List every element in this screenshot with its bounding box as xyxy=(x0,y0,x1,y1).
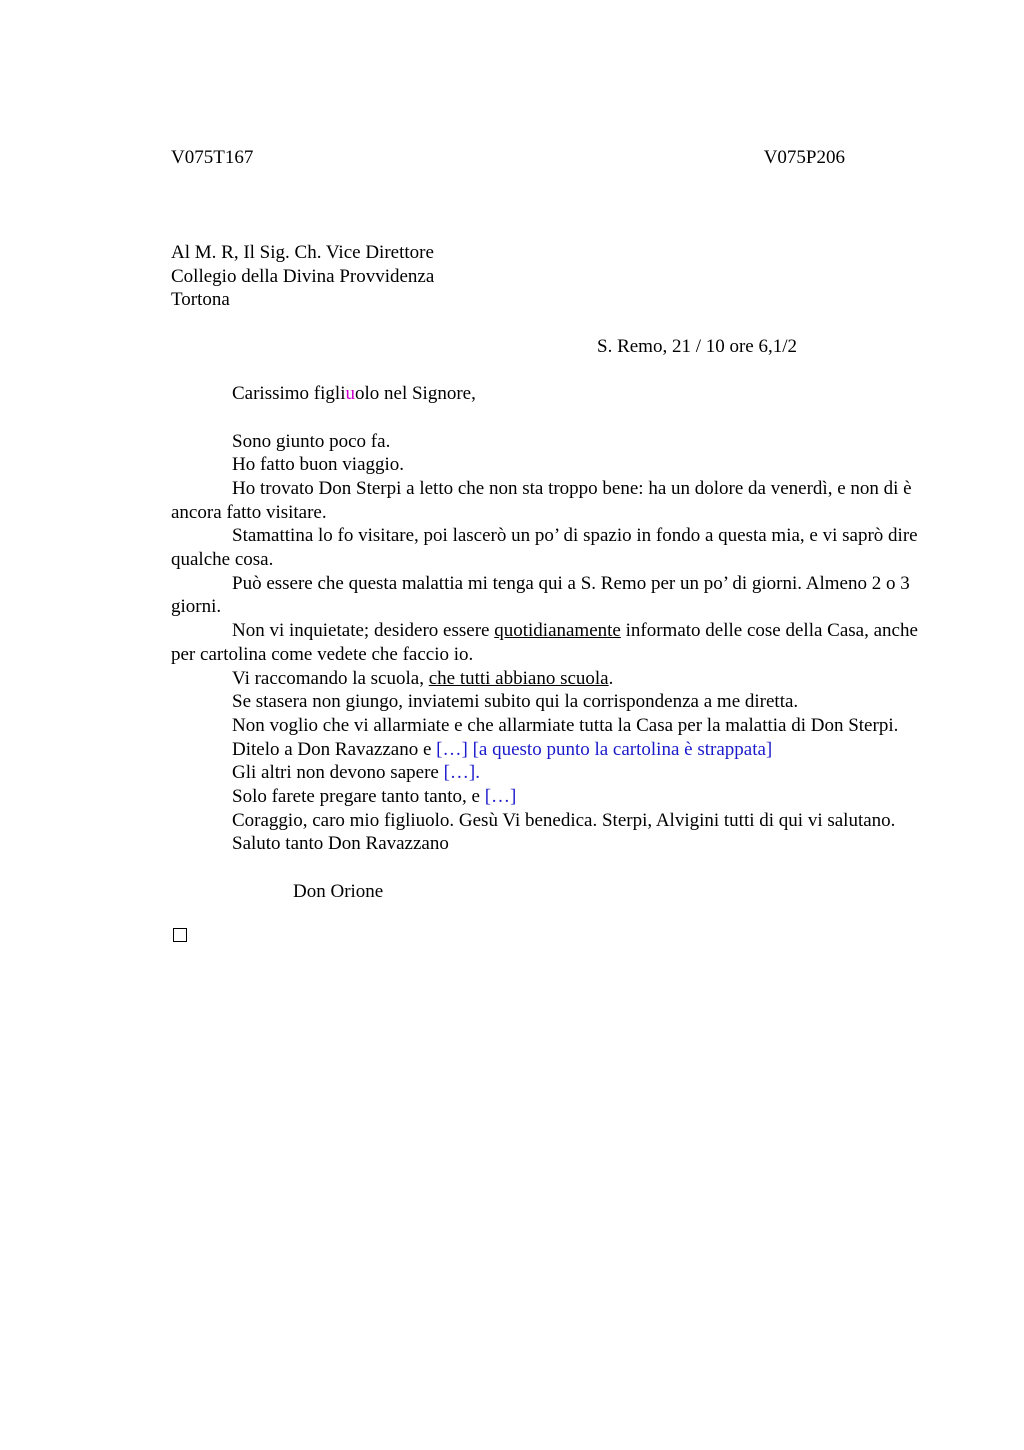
address-line-2: Collegio della Divina Provvidenza xyxy=(171,265,435,287)
paragraph: Se stasera non giungo, inviatemi subito qui la corrispondenza a me diretta. xyxy=(232,691,799,713)
paragraph: Può essere che questa malattia mi tenga qui a S. Remo per un po’ di giorni. Almeno 2 o 3 giorni. xyxy=(171,572,910,618)
text-span: . xyxy=(475,762,480,784)
text-span: Non vi inquietate; desidero essere xyxy=(232,620,495,642)
square-marker-icon xyxy=(173,928,187,942)
signature: Don Orione xyxy=(293,881,384,903)
paragraph xyxy=(171,761,927,785)
address-block xyxy=(171,241,927,312)
letter-page xyxy=(171,146,927,942)
salutation-highlight: u xyxy=(345,382,355,404)
editorial-note: […] [a questo punto la cartolina è strappata] xyxy=(436,738,773,760)
paragraph: Sono giunto poco fa. xyxy=(232,430,391,452)
underlined-text: che tutti abbiano scuola xyxy=(428,667,609,689)
letter-body xyxy=(171,430,927,857)
right-code: V075P206 xyxy=(763,147,845,168)
date-line: S. Remo, 21 / 10 ore 6,1/2 xyxy=(597,336,798,358)
paragraph xyxy=(171,667,927,691)
text-span: informato delle cose della Casa, anche per cartolina come vedete che faccio io. xyxy=(171,620,918,665)
left-code: V075T167 xyxy=(171,147,254,168)
salutation-after: olo nel Signore, xyxy=(354,382,476,404)
salutation xyxy=(171,382,927,406)
paragraph xyxy=(171,619,927,666)
document-header xyxy=(171,146,845,170)
salutation-before: Carissimo figli xyxy=(232,382,346,404)
text-span: Vi raccomando la scuola, xyxy=(232,667,429,689)
paragraph: Ho trovato Don Sterpi a letto che non sta troppo bene: ha un dolore da venerdì, e non di è ancora fatto visitare. xyxy=(171,477,912,523)
editorial-note: […] xyxy=(484,786,517,808)
underlined-text: quotidianamente xyxy=(494,620,621,642)
paragraph: Non voglio che vi allarmiate e che allarmiate tutta la Casa per la malattia di Don Sterpi. xyxy=(232,714,899,736)
paragraph: Coraggio, caro mio figliuolo. Gesù Vi benedica. Sterpi, Alvigini tutti di qui vi salutano. xyxy=(232,809,896,831)
paragraph xyxy=(171,738,927,762)
paragraph xyxy=(171,785,927,809)
text-span: Ditelo a Don Ravazzano e xyxy=(232,738,437,760)
address-line-3: Tortona xyxy=(171,289,230,311)
text-span: Solo farete pregare tanto tanto, e xyxy=(232,786,485,808)
paragraph: Ho fatto buon viaggio. xyxy=(232,454,405,476)
paragraph: Stamattina lo fo visitare, poi lascerò un po’ di spazio in fondo a questa mia, e vi saprò dire qualche cosa. xyxy=(171,525,918,571)
address-line-1: Al M. R, Il Sig. Ch. Vice Direttore xyxy=(171,242,434,263)
editorial-note: […] xyxy=(443,762,476,784)
text-span: . xyxy=(608,667,614,689)
text-span: Gli altri non devono sapere xyxy=(232,762,444,784)
paragraph: Saluto tanto Don Ravazzano xyxy=(232,833,449,855)
